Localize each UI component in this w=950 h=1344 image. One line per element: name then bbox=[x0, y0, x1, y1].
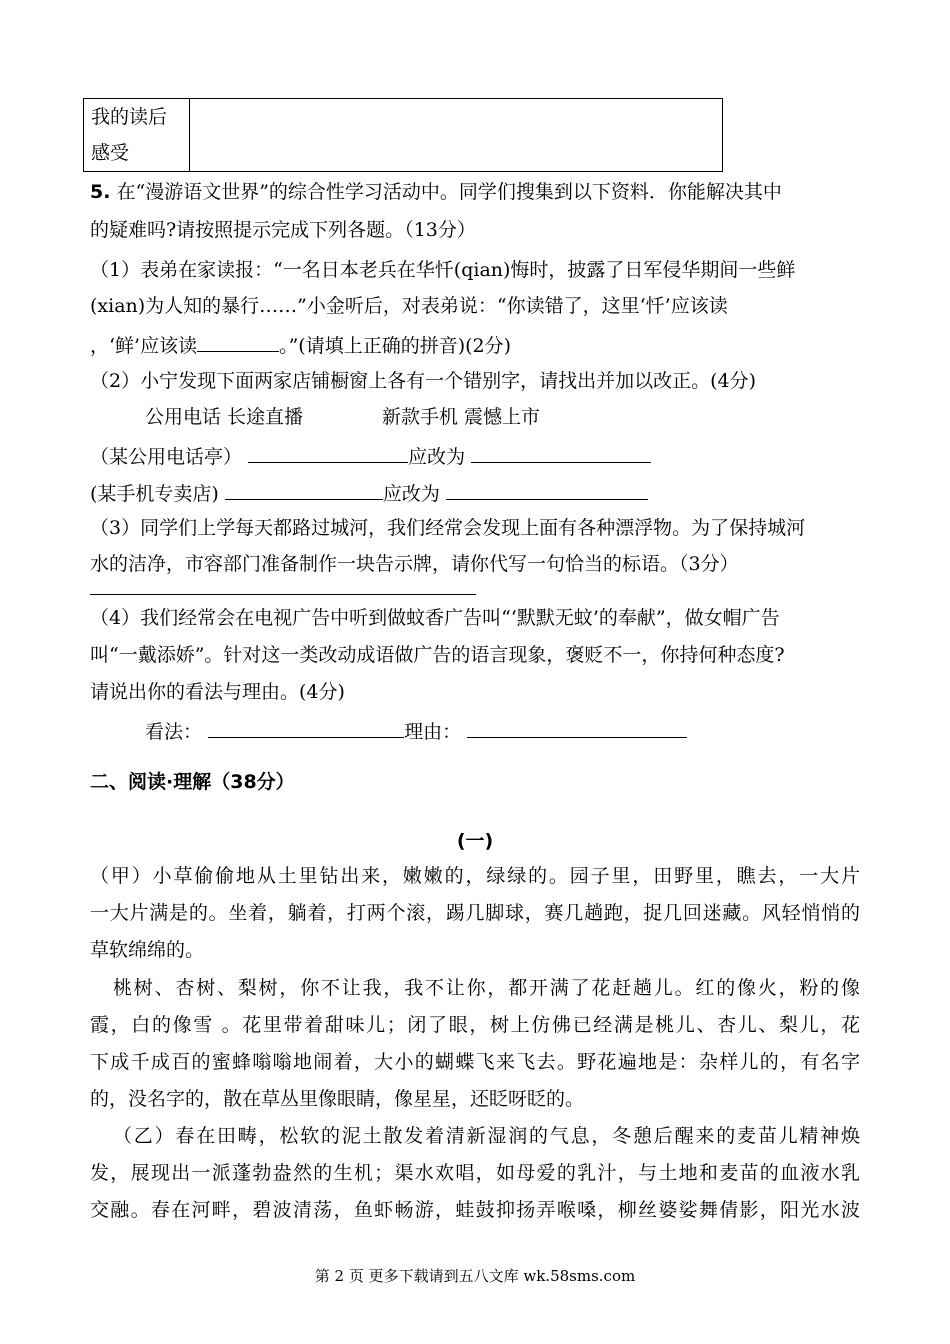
q5-part1-text-a: ，‘鲜’应该读 bbox=[90, 335, 198, 357]
q5-part2-row-1 bbox=[90, 442, 651, 469]
view-label: 看法： bbox=[145, 721, 203, 743]
correct-char-blank-1[interactable] bbox=[471, 442, 651, 463]
para2-line-4: 的，没名字的，散在草丛里像眼睛，像星星，还眨呀眨的。 bbox=[90, 1088, 585, 1110]
wrong-char-blank-1[interactable] bbox=[248, 442, 408, 463]
jia-line-3: 草软绵绵的。 bbox=[90, 939, 205, 961]
yi-line-3: 交融。春在河畔，碧波清荡，鱼虾畅游，蛙鼓抑扬弄喉嗓，柳丝婆娑舞倩影，阳光水波 bbox=[90, 1199, 860, 1221]
q5-part2-line-1: （2）小宁发现下面两家店铺橱窗上各有一个错别字，请找出并加以改正。(4分) bbox=[90, 370, 757, 392]
jia-line-2: 一大片满是的。坐着，躺着，打两个滚，踢几脚球，赛几趟跑，捉几回迷藏。风轻悄悄的 bbox=[90, 902, 860, 924]
passage-1-title: (一) bbox=[456, 830, 494, 852]
pinyin-blank[interactable] bbox=[197, 331, 279, 352]
slogan-answer-line[interactable] bbox=[90, 594, 476, 595]
q5-part1-text-b: 。”(请填上正确的拼音)(2分) bbox=[279, 335, 512, 357]
jia-line-1: （甲）小草偷偷地从土里钻出来，嫩嫩的，绿绿的。园子里，田野里，瞧去，一大片 bbox=[90, 865, 860, 887]
view-blank[interactable] bbox=[208, 717, 404, 738]
q5-part1-line-1: （1）表弟在家读报：“一名日本老兵在华忏(qian)悔时，披露了日军侵华期间一些鲜 bbox=[90, 259, 796, 281]
fix-label-1: 应改为 bbox=[408, 446, 466, 468]
reading-feeling-table bbox=[83, 98, 723, 172]
q5-stem-text: 在“漫游语文世界”的综合性学习活动中。同学们搜集到以下资料．你能解决其中 bbox=[110, 181, 782, 203]
fix-label-2: 应改为 bbox=[382, 483, 440, 505]
yi-line-1: （乙）春在田畴，松软的泥土散发着清新湿润的气息，冬憩后醒来的麦苗儿精神焕 bbox=[113, 1125, 860, 1147]
q5-stem-line-2: 的疑难吗?请按照提示完成下列各题。（13分） bbox=[90, 219, 476, 241]
q5-part4-line-1: （4）我们经常会在电视广告中听到做蚊香广告叫“‘默默无蚊’的奉献”，做女帽广告 bbox=[90, 607, 780, 629]
reading-feeling-label bbox=[84, 99, 190, 172]
reading-feeling-answer-cell[interactable] bbox=[190, 99, 723, 172]
para2-line-1: 桃树、杏树、梨树，你不让我，我不让你，都开满了花赶趟儿。红的像火，粉的像 bbox=[113, 977, 860, 999]
shop-sign-2: 新款手机 震憾上市 bbox=[382, 406, 541, 428]
q5-stem-line-1 bbox=[90, 180, 782, 204]
wrong-char-blank-2[interactable] bbox=[225, 479, 383, 500]
q5-part4-line-2: 叫“一戴添娇”。针对这一类改动成语做广告的语言现象，褒贬不一，你持何种态度? bbox=[90, 644, 785, 666]
q5-part4-answer-row bbox=[145, 717, 687, 744]
reason-blank[interactable] bbox=[467, 717, 687, 738]
label-line-2: 感受 bbox=[91, 142, 130, 164]
q5-part1-line-2: (xian)为人知的暴行……”小金听后，对表弟说：“你读错了，这里‘忏’应该读 bbox=[90, 295, 728, 317]
q5-part3-line-1: （3）同学们上学每天都路过城河，我们经常会发现上面有各种漂浮物。为了保持城河 bbox=[90, 517, 806, 539]
reason-label: 理由： bbox=[404, 721, 462, 743]
section-2-title: 二、阅读·理解（38分） bbox=[90, 771, 295, 793]
shop-sign-1: 公用电话 长途直播 bbox=[145, 406, 304, 428]
phone-booth-label: （某公用电话亭） bbox=[90, 446, 243, 468]
page-footer: 第 2 页 更多下载请到五八文库 wk.58sms.com bbox=[314, 1267, 636, 1285]
q5-part1-line-3 bbox=[90, 331, 511, 358]
phone-store-label: (某手机专卖店) bbox=[90, 483, 219, 505]
para2-line-2: 霞，白的像雪 。花里带着甜味儿；闭了眼，树上仿佛已经满是桃儿、杏儿、梨儿，花 bbox=[90, 1014, 860, 1036]
label-line-1: 我的读后 bbox=[91, 106, 168, 128]
correct-char-blank-2[interactable] bbox=[446, 479, 648, 500]
q5-part4-line-3: 请说出你的看法与理由。(4分) bbox=[90, 681, 345, 703]
yi-line-2: 发，展现出一派蓬勃盎然的生机；渠水欢唱，如母爱的乳汁，与土地和麦苗的血液水乳 bbox=[90, 1162, 860, 1184]
q5-number: 5. bbox=[90, 181, 111, 203]
q5-part3-line-2: 水的洁净，市容部门准备制作一块告示牌，请你代写一句恰当的标语。（3分） bbox=[90, 553, 739, 575]
para2-line-3: 下成千成百的蜜蜂嗡嗡地闹着，大小的蝴蝶飞来飞去。野花遍地是：杂样儿的，有名字 bbox=[90, 1051, 860, 1073]
q5-part2-row-2 bbox=[90, 479, 648, 506]
